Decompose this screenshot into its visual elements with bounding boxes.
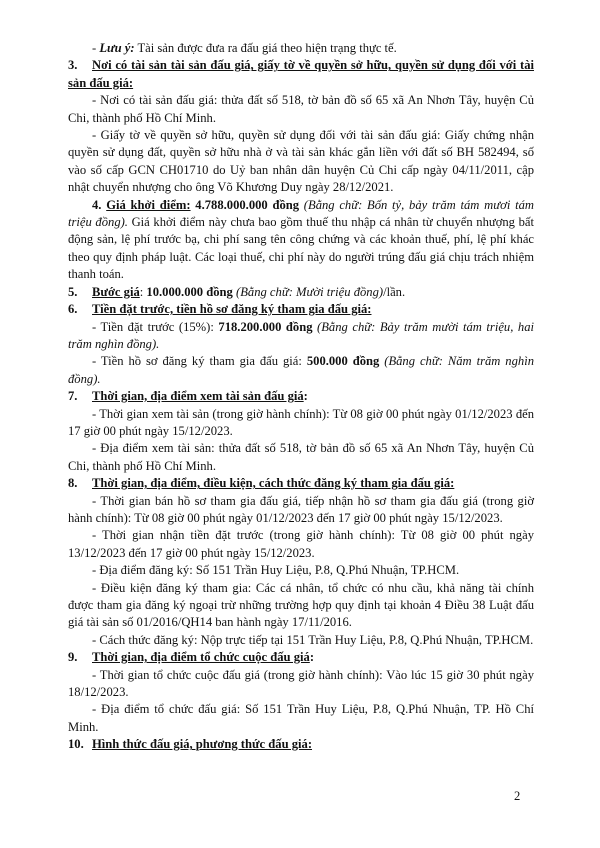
note-text: Tài sản được đưa ra đấu giá theo hiện trạng thực tế. xyxy=(134,41,397,55)
registration-conditions: - Điều kiện đăng ký tham gia: Các cá nhân, tổ chức có nhu cầu, khả năng tài chính được tham gia đăng ký ngoại trừ những trường hợp quy định tại khoản 4 Điều 38 Luật đấu giá tài sản số 01/2016/QH14 ban hành ngày 17/11/2016. xyxy=(68,580,534,630)
document-body xyxy=(68,40,534,754)
note-label: Lưu ý: xyxy=(99,41,135,55)
deposit-receipt-time: - Thời gian nhận tiền đặt trước (trong giờ hành chính): Từ 08 giờ 00 phút ngày 13/12/2023 đến 17 giờ 00 phút ngày 15/12/2023. xyxy=(68,528,534,560)
section-5-label: Bước giá xyxy=(92,284,140,299)
section-8-number: 8. xyxy=(68,476,78,491)
registration-location: - Địa điểm đăng ký: Số 151 Trần Huy Liệu, P.8, Q.Phú Nhuận, TP.HCM. xyxy=(92,563,460,578)
registration-sale-time: - Thời gian bán hồ sơ tham gia đấu giá, tiếp nhận hồ sơ tham gia đấu giá (trong giờ hành chính): Từ 08 giờ 00 phút ngày 01/12/2023 đến 17 giờ 00 phút ngày 15/12/2023. xyxy=(68,493,534,525)
page-number: 2 xyxy=(514,789,521,803)
bid-step-words: (Bằng chữ: Mười triệu đồng) xyxy=(232,284,384,299)
deposit-words: (Bằng chữ: Bảy trăm mười tám triệu, hai trăm nghìn đồng). xyxy=(68,319,534,351)
deposit-label: - Tiền đặt trước (15%): xyxy=(92,319,219,334)
section-6-title: Tiền đặt trước, tiền hồ sơ đăng ký tham gia đấu giá: xyxy=(92,302,372,317)
bid-step-amount: 10.000.000 đồng xyxy=(146,284,233,299)
viewing-time: - Thời gian xem tài sản (trong giờ hành chính): Từ 08 giờ 00 phút ngày 01/12/2023 đến 17 giờ 00 phút ngày 15/12/2023. xyxy=(68,406,534,438)
section-4-paragraph xyxy=(68,197,534,284)
section-10-heading xyxy=(68,736,534,753)
section-4-label: Giá khởi điểm: xyxy=(106,197,191,212)
section-3-number: 3. xyxy=(68,58,78,73)
fee-paragraph xyxy=(68,353,534,388)
fee-amount: 500.000 đồng xyxy=(306,354,380,369)
section-5-number: 5. xyxy=(68,284,78,299)
registration-method: - Cách thức đăng ký: Nộp trực tiếp tại 151 Trần Huy Liệu, P.8, Q.Phú Nhuận, TP.HCM. xyxy=(92,632,534,647)
note-paragraph xyxy=(68,40,534,57)
fee-words: (Bằng chữ: Năm trăm nghìn đồng). xyxy=(68,354,534,386)
note-dash: - xyxy=(92,41,97,55)
deposit-paragraph xyxy=(68,319,534,354)
section-5-paragraph xyxy=(68,284,534,301)
auction-time: - Thời gian tổ chức cuộc đấu giá (trong giờ hành chính): Vào lúc 15 giờ 30 phút ngày 18/12/2023. xyxy=(68,667,534,700)
section-9-heading: 9. Thời gian, địa điểm tổ chức cuộc đấu giá: xyxy=(68,649,534,666)
section-3-documents: - Giấy tờ về quyền sở hữu, quyền sử dụng đối với tài sản đấu giá: Giấy chứng nhận quyền sử dụng đất, quyền sở hữu nhà ở và tài sản khác gắn liền với đất số BH 582494, số vào số cấp GCN CH01710 do Uỷ ban nhân dân huyện Củ Chi cấp ngày 04/11/2011, cập nhật chuyển nhượng cho ông Võ Khương Duy ngày 28/12/2021. xyxy=(68,128,534,195)
starting-price: 4.788.000.000 đồng xyxy=(190,197,300,212)
deposit-amount: 718.200.000 đồng xyxy=(218,319,313,334)
section-7-number: 7. xyxy=(68,389,78,404)
section-3-title: Nơi có tài sản tài sản đấu giá, giấy tờ về quyền sở hữu, quyền sử dụng đối với tài sản đấu giá: xyxy=(68,58,534,90)
section-5-colon: : xyxy=(139,284,147,299)
section-8-heading xyxy=(68,475,534,492)
section-3-heading xyxy=(68,57,534,92)
section-7-heading: 7. Thời gian, địa điểm xem tài sản đấu giá: xyxy=(68,388,534,405)
starting-price-note: Giá khởi điểm này chưa bao gồm thuế thu nhập cá nhân từ chuyển nhượng bất động sản, lệ phí trước bạ, chi phí sang tên công chứng và các khoản thuế, phí, lệ phí khác theo quy định pháp luật. Các loại thuế, chi phí này do người trúng đấu giá chịu trách nhiệm thanh toán. xyxy=(68,215,534,282)
section-6-heading xyxy=(68,301,534,318)
fee-label: - Tiền hồ sơ đăng ký tham gia đấu giá: xyxy=(92,354,307,369)
section-10-number: 10. xyxy=(68,737,84,752)
starting-price-words: (Bằng chữ: Bốn tỷ, bảy trăm tám mươi tám triệu đồng). xyxy=(68,197,534,230)
bid-step-tail: /lần. xyxy=(383,284,406,299)
section-9-title: Thời gian, địa điểm tổ chức cuộc đấu giá xyxy=(92,650,310,665)
section-9-number: 9. xyxy=(68,650,78,665)
section-10-title: Hình thức đấu giá, phương thức đấu giá: xyxy=(92,737,313,752)
section-3-location: - Nơi có tài sản đấu giá: thửa đất số 518, tờ bản đồ số 65 xã An Nhơn Tây, huyện Củ Chi, thành phố Hồ Chí Minh. xyxy=(68,93,534,125)
viewing-location: - Địa điểm xem tài sản: thửa đất số 518, tờ bản đồ số 65 xã An Nhơn Tây, huyện Củ Chi, thành phố Hồ Chí Minh. xyxy=(68,441,534,473)
auction-location: - Địa điểm tổ chức đấu giá: Số 151 Trần Huy Liệu, P.8, Q.Phú Nhuận, TP. Hồ Chí Minh. xyxy=(68,702,534,734)
section-6-number: 6. xyxy=(68,302,78,317)
section-7-title: Thời gian, địa điểm xem tài sản đấu giá xyxy=(92,389,304,404)
section-4-number: 4. xyxy=(92,197,102,212)
section-8-title: Thời gian, địa điểm, điều kiện, cách thức đăng ký tham gia đấu giá: xyxy=(92,476,455,491)
